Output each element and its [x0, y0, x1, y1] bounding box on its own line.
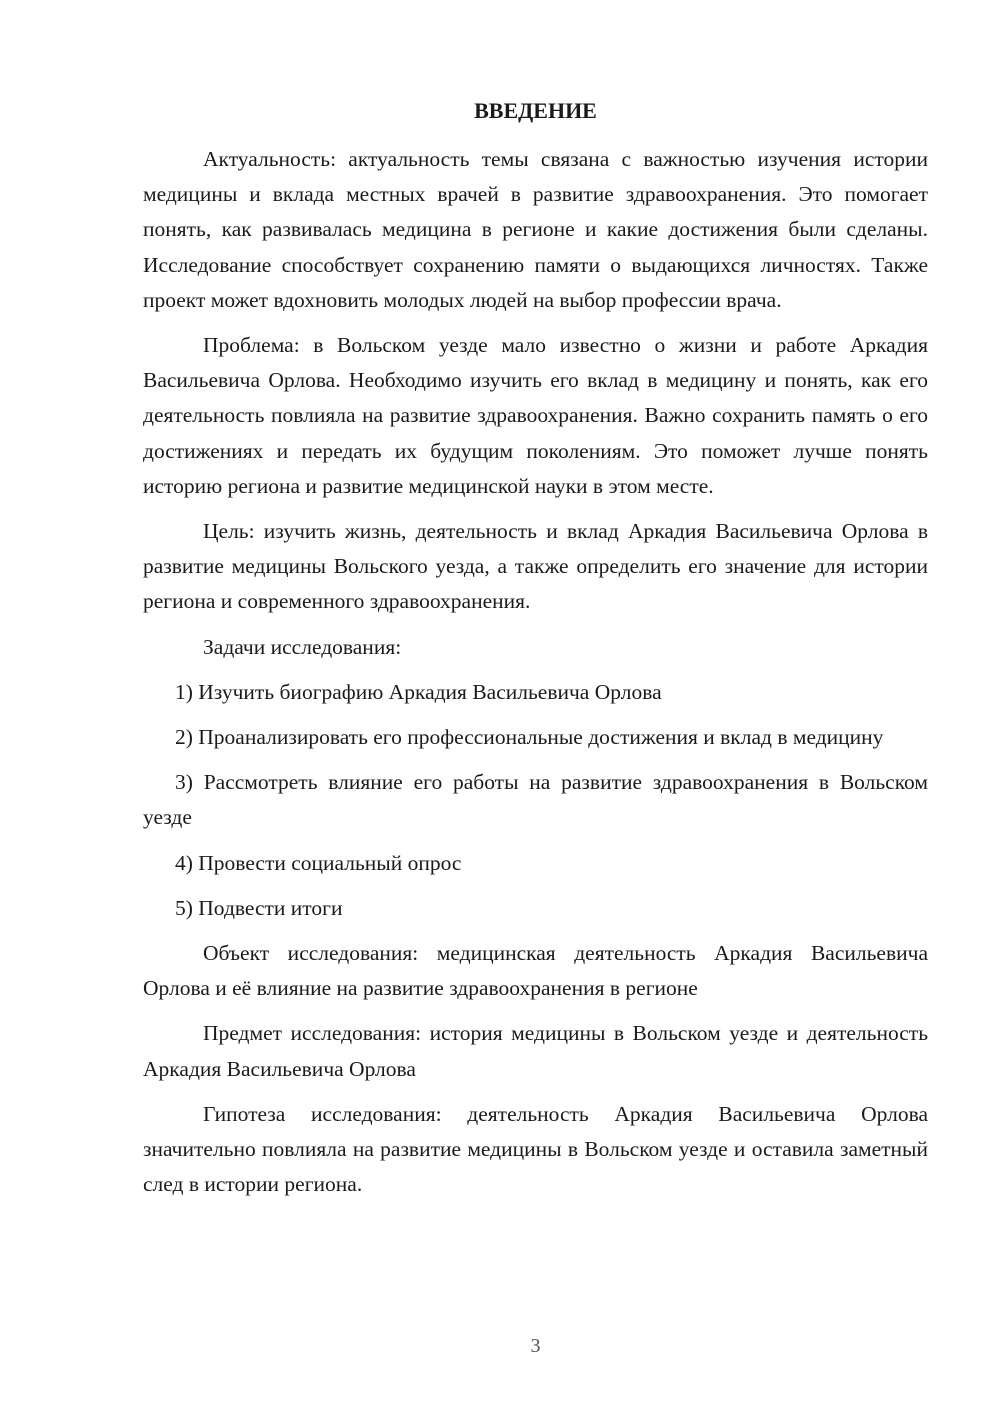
task-item: 4) Провести социальный опрос — [175, 850, 462, 875]
page-number: 3 — [530, 1335, 541, 1357]
paragraph-object: Объект исследования: медицинская деятельность Аркадия Васильевича Орлова и её влияние на развитие здравоохранения в регионе — [143, 941, 928, 1001]
task-item: 2) Проанализировать его профессиональные достижения и вклад в медицину — [175, 725, 884, 750]
document-page — [143, 0, 928, 1414]
paragraph-goal: Цель: изучить жизнь, деятельность и вклад Аркадия Васильевича Орлова в развитие медицины Вольского уезда, а также определить его значение для истории региона и современного здравоохранения. — [143, 519, 928, 614]
section-heading: ВВЕДЕНИЕ — [474, 98, 597, 123]
task-item: 3) Рассмотреть влияние его работы на развитие здравоохранения в Вольском уезде — [143, 770, 928, 830]
paragraph-hypothesis: Гипотеза исследования: деятельность Аркадия Васильевича Орлова значительно повлияла на развитие медицины в Вольском уезде и оставила заметный след в истории региона. — [143, 1101, 928, 1197]
task-item: 1) Изучить биографию Аркадия Васильевича Орлова — [175, 679, 662, 704]
task-item: 5) Подвести итоги — [175, 895, 343, 920]
document-body — [143, 142, 928, 1202]
paragraph-problem: Проблема: в Вольском уезде мало известно о жизни и работе Аркадия Васильевича Орлова. Необходимо изучить его вклад в медицину и понять, как его деятельность повлияла на развитие здравоохранения. Важно сохранить память о его достижениях и передать их будущим поколениям. Это поможет лучше понять историю региона и развитие медицинской науки в этом месте. — [143, 333, 928, 498]
paragraph-tasks-intro: Задачи исследования: — [203, 634, 402, 659]
paragraph-subject: Предмет исследования: история медицины в Вольском уезде и деятельность Аркадия Васильевича Орлова — [143, 1021, 928, 1081]
paragraph-relevance: Актуальность: актуальность темы связана с важностью изучения истории медицины и вклада местных врачей в развитие здравоохранения. Это помогает понять, как развивалась медицина в регионе и какие достижения были сделаны. Исследование способствует сохранению памяти о выдающихся личностях. Также проект может вдохновить молодых людей на выбор профессии врача. — [143, 147, 928, 312]
